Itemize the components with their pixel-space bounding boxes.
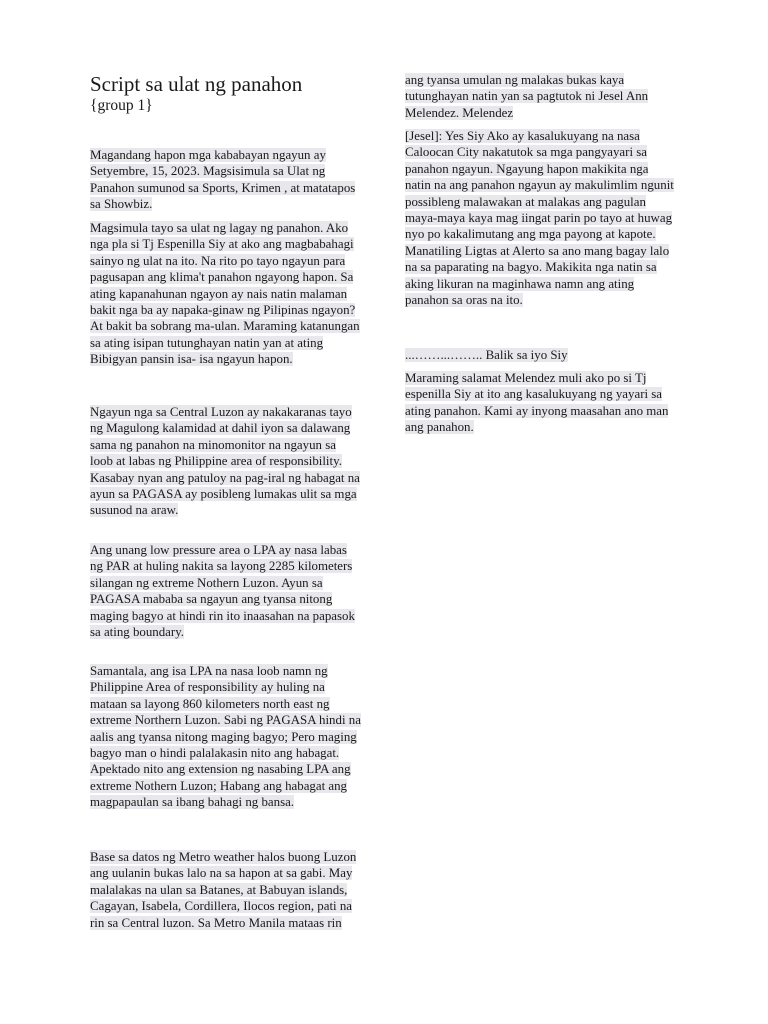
paragraph-metro-weather — [90, 849, 362, 931]
paragraph-text: Base sa datos ng Metro weather halos buong Luzon ang uulanin bukas lalo na sa hapon at sa gabi. May malalakas na ulan sa Batanes, at Babuyan islands, Cagayan, Isabela, Cordillera, Ilocos region, pati na rin sa Central luzon. Sa Metro Manila mataas rin — [90, 850, 357, 930]
paragraph-text: Maraming salamat Melendez muli ako po si Tj espenilla Siy at ito ang kasalukuyang ng yayari sa ating panahon. Kami ay inyong maasahan ano man ang panahon. — [405, 371, 669, 435]
paragraph-first-lpa — [90, 542, 362, 640]
paragraph-text: Magsimula tayo sa ulat ng lagay ng panahon. Ako nga pla si Tj Espenilla Siy at ako ang magbabahagi sainyo ng ulat na ito. Na rito po tayo ngayun para pagusapan ang klima't panahon ngayong hapon. Sa ating kapanahunan ngayon ay nais natin malaman bakit nga ba ay napaka-ginaw ng Pilipinas ngayon? At bakit ba sobrang ma-ulan. Maraming katanungan sa ating isipan tutunghayan natin yan at ating Bibigyan pansin isa- isa ngayun hapon. — [90, 221, 360, 367]
paragraph-closing — [405, 370, 677, 436]
paragraph-text: Ang unang low pressure area o LPA ay nasa labas ng PAR at huling nakita sa layong 2285 kilometers silangan ng extreme Nothern Luzon. Ayun sa PAGASA mababa sa ngayun ang tyansa nitong maging bagyo at hindi rin ito inaasahan na papasok sa ating boundary. — [90, 543, 355, 640]
document-subtitle: {group 1} — [90, 97, 153, 114]
paragraph-handoff — [405, 347, 677, 363]
paragraph-jesel-report — [405, 128, 677, 308]
paragraph-text: ang tyansa umulan ng malakas bukas kaya tutunghayan natin yan sa pagtutok ni Jesel Ann Melendez. Melendez — [405, 73, 649, 120]
document-title: Script sa ulat ng panahon — [90, 72, 303, 96]
paragraph-second-lpa — [90, 663, 362, 811]
paragraph-central-luzon — [90, 404, 362, 519]
paragraph-text: Samantala, ang isa LPA na nasa loob namn ng Philippine Area of responsibility ay huling na mataan sa layong 860 kilometers north east ng extreme Northern Luzon. Sabi ng PAGASA hindi na aalis ang tyansa nitong maging bagyo; Pero maging bagyo man o hindi palalakasin nito ang habagat. Apektado nito ang extension ng nasabing LPA ang extreme Nothern Luzon; Habang ang habagat ang magpapaulan sa ibang bahagi ng bansa. — [90, 664, 361, 810]
paragraph-text: [Jesel]: Yes Siy Ako ay kasalukuyang na nasa Caloocan City nakatutok sa mga pangyayari sa panahon ngayun. Ngayung hapon makikita nga natin na ang panahon ngayun ay makulimlim ngunit possibleng malawakan at malakas ang pagulan maya-maya kaya mag iingat parin po tayo at huwag nyo po kakalimutang ang mga payong at kapote. Manatiling Ligtas at Alerto sa ano mang bagay lalo na sa paparating na bagyo. Makikita nga natin sa aking likuran na maginhawa namn ang ating panahon sa oras na ito. — [405, 129, 674, 308]
paragraph-intro — [90, 147, 362, 213]
paragraph-continued — [405, 72, 677, 121]
paragraph-text: Ngayun nga sa Central Luzon ay nakakaranas tayo ng Magulong kalamidad at dahil iyon sa dalawang sama ng panahon na minomonitor na ngayun sa loob at labas ng Philippine area of responsibility. Kasabay nyan ang patuloy na pag-iral ng habagat na ayun sa PAGASA ay posibleng lumakas ulit sa mga susunod na araw. — [90, 405, 360, 518]
paragraph-text: Magandang hapon mga kababayan ngayun ay Setyembre, 15, 2023. Magsisimula sa Ulat ng Panahon sumunod sa Sports, Krimen , at matatapos sa Showbiz. — [90, 148, 356, 212]
paragraph-text: ...……...…….. Balik sa iyo Siy — [405, 348, 568, 362]
paragraph-weather-intro — [90, 220, 362, 368]
